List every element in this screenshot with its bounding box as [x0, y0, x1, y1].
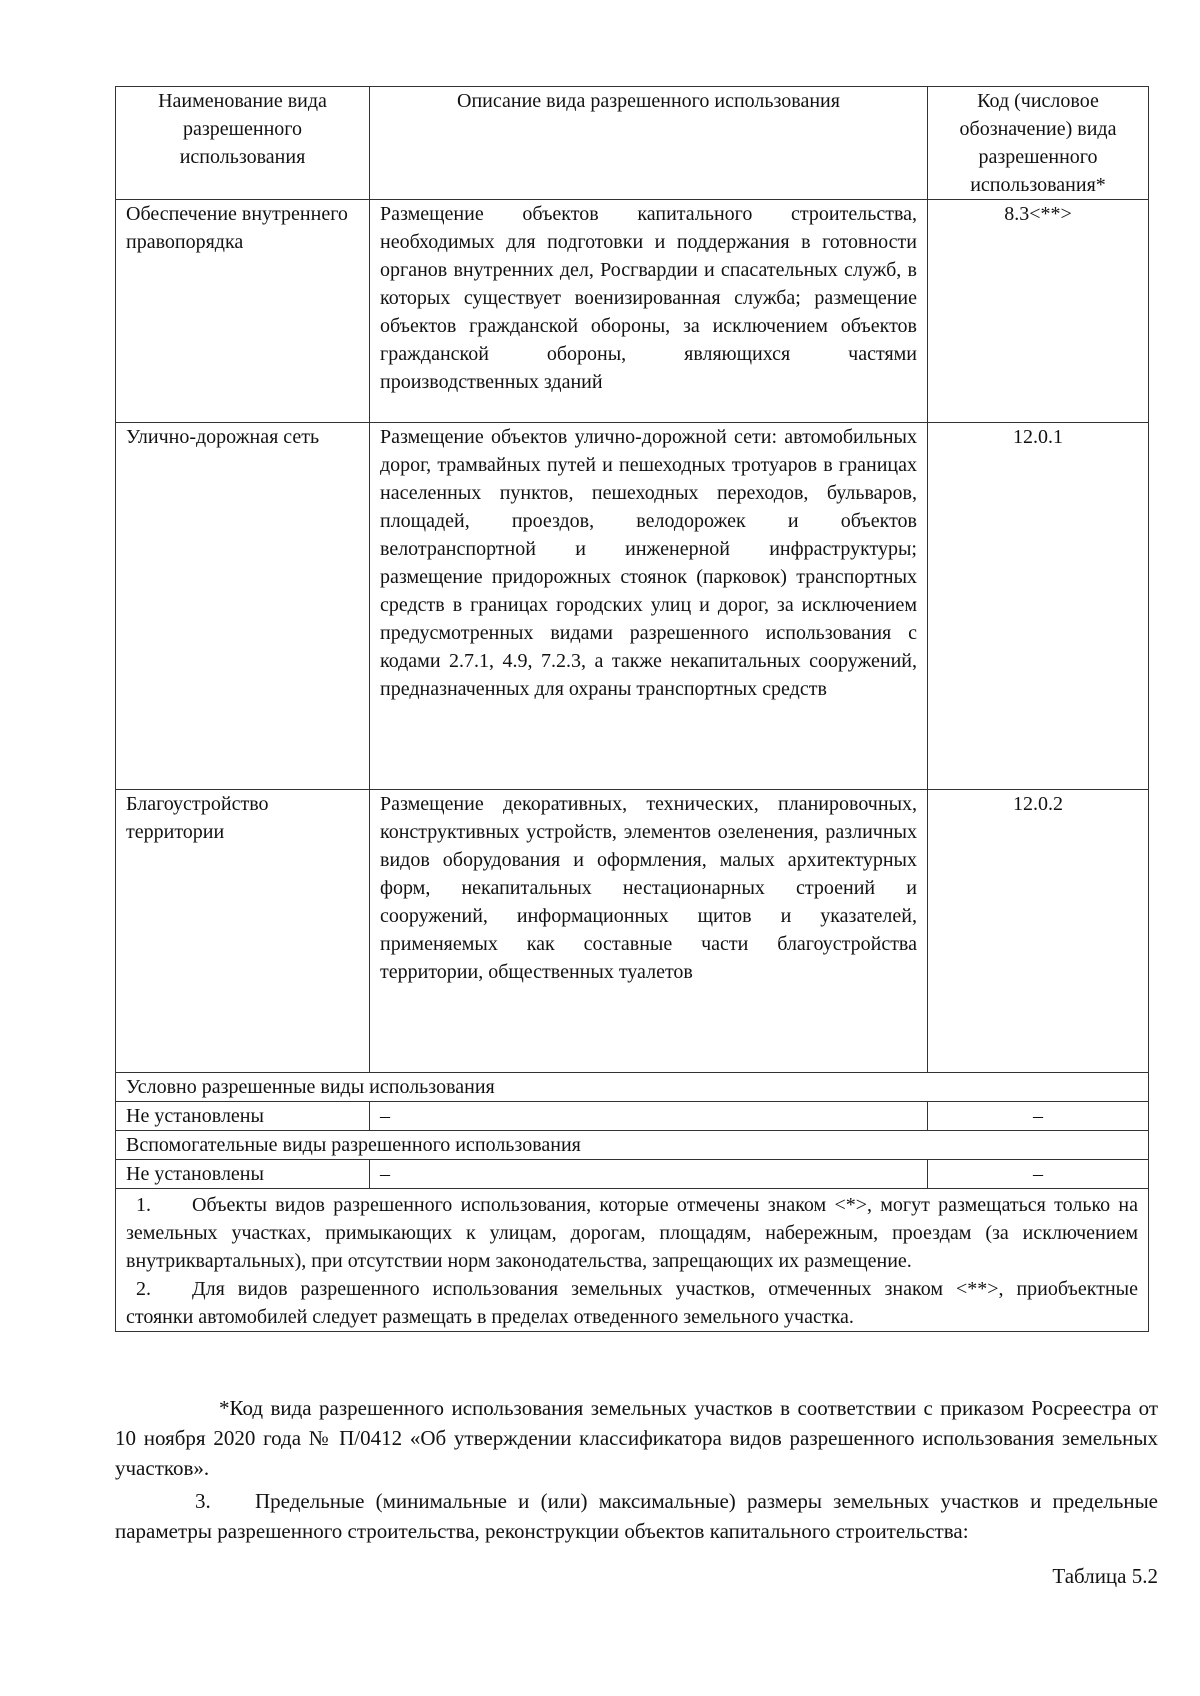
- use-code: 8.3<**>: [928, 200, 1149, 423]
- table-caption: Таблица 5.2: [1052, 1564, 1158, 1588]
- use-name: Благоустройство территории: [116, 790, 370, 1073]
- use-name: Не установлены: [116, 1160, 370, 1189]
- note-item: [126, 1275, 1138, 1331]
- table-notes: [116, 1189, 1149, 1332]
- section-row-conditional: [116, 1073, 1149, 1102]
- note-item: [126, 1191, 1138, 1275]
- use-code: –: [928, 1160, 1149, 1189]
- notes-row: [116, 1189, 1149, 1332]
- header-description: Описание вида разрешенного использования: [370, 87, 928, 200]
- table-row: [116, 790, 1149, 1073]
- use-name: Улично-дорожная сеть: [116, 423, 370, 790]
- use-description: –: [370, 1160, 928, 1189]
- section-title-conditional: Условно разрешенные виды использования: [116, 1073, 1149, 1102]
- table-row: [116, 1102, 1149, 1131]
- use-code: 12.0.2: [928, 790, 1149, 1073]
- paragraph-3: [115, 1486, 1158, 1546]
- section-title-auxiliary: Вспомогательные виды разрешенного использования: [116, 1131, 1149, 1160]
- note-number: 2.: [136, 1278, 151, 1300]
- use-name: Обеспечение внутреннего правопорядка: [116, 200, 370, 423]
- permitted-use-table: [115, 86, 1149, 1332]
- use-description: Размещение объектов капитального строительства, необходимых для подготовки и поддержания в готовности органов внутренних дел, Росгвардии и спасательных служб, в которых существует военизированная служба; размещение объектов гражданской обороны, за исключением объектов гражданской обороны, являющихся частями производственных зданий: [370, 200, 928, 423]
- table-row: [116, 200, 1149, 423]
- header-name: Наименование вида разрешенного использования: [116, 87, 370, 200]
- section-row-auxiliary: [116, 1131, 1149, 1160]
- header-code: Код (числовое обозначение) вида разрешенного использования*: [928, 87, 1149, 200]
- use-name: Не установлены: [116, 1102, 370, 1131]
- paragraph-text: Предельные (минимальные и (или) максимальные) размеры земельных участков и предельные параметры разрешенного строительства, реконструкции объектов капитального строительства:: [115, 1489, 1158, 1543]
- use-description: –: [370, 1102, 928, 1131]
- table-header-row: [116, 87, 1149, 200]
- use-description: Размещение декоративных, технических, планировочных, конструктивных устройств, элементов озеленения, различных видов оборудования и оформления, малых архитектурных форм, некапитальных нестационарных строений и сооружений, информационных щитов и указателей, применяемых как составные части благоустройства территории, общественных туалетов: [370, 790, 928, 1073]
- note-text: Для видов разрешенного использования земельных участков, отмеченных знаком <**>, приобъектные стоянки автомобилей следует размещать в пределах отведенного земельного участка.: [126, 1278, 1138, 1328]
- note-number: 1.: [136, 1194, 151, 1216]
- footnote: *Код вида разрешенного использования земельных участков в соответствии с приказом Росреестра от 10 ноября 2020 года № П/0412 «Об утверждении классификатора видов разрешенного использования земельных участков».: [115, 1396, 1158, 1480]
- use-code: –: [928, 1102, 1149, 1131]
- use-code: 12.0.1: [928, 423, 1149, 790]
- use-description: Размещение объектов улично-дорожной сети: автомобильных дорог, трамвайных путей и пешеходных тротуаров в границах населенных пунктов, пешеходных переходов, бульваров, площадей, проездов, велодорожек и объектов велотранспортной и инженерной инфраструктуры; размещение придорожных стоянок (парковок) транспортных средств в границах городских улиц и дорог, за исключением предусмотренных видами разрешенного использования с кодами 2.7.1, 4.9, 7.2.3, а также некапитальных сооружений, предназначенных для охраны транспортных средств: [370, 423, 928, 790]
- note-text: Объекты видов разрешенного использования, которые отмечены знаком <*>, могут размещаться только на земельных участках, примыкающих к улицам, дорогам, площадям, набережным, проездам (за исключением внутриквартальных), при отсутствии норм законодательства, запрещающих их размещение.: [126, 1194, 1138, 1272]
- table-row: [116, 1160, 1149, 1189]
- paragraph-number: 3.: [195, 1489, 211, 1513]
- table-row: [116, 423, 1149, 790]
